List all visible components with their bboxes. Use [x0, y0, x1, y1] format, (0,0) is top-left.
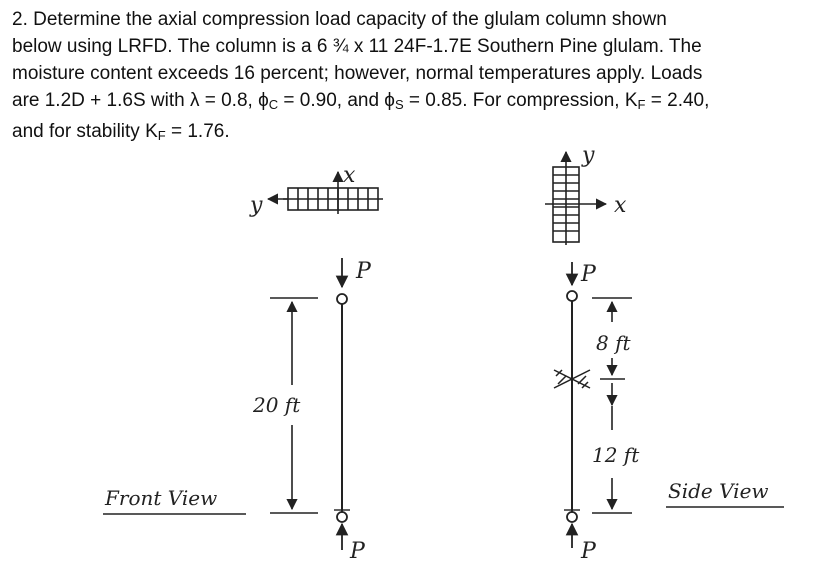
side-view-caption: Side View: [668, 479, 769, 503]
problem-line-3: moisture content exceeds 16 percent; however, normal temperatures apply. Loads: [12, 63, 703, 84]
front-cross-section-icon: [268, 172, 383, 214]
problem-line-1: 2. Determine the axial compression load capacity of the glulam column shown: [12, 9, 667, 30]
side-dimension-upper-label: 8 ft: [596, 331, 631, 355]
side-dimension-lower-label: 12 ft: [592, 443, 640, 467]
side-bottom-pin: [567, 512, 577, 522]
problem-line-5: and for stability $K_F = 1.76$.: [12, 121, 230, 143]
front-axis-y-label: y: [250, 193, 263, 218]
side-load-bottom-label: P: [581, 539, 596, 564]
front-load-top-label: P: [356, 259, 371, 284]
front-axis-x-label: x: [343, 163, 356, 188]
front-bottom-pin: [337, 512, 347, 522]
front-top-pin: [337, 294, 347, 304]
problem-line-4: are 1.2D + 1.6S with λ = 0.8, $\phi_C = 0.90$, and $\phi_S = 0.85$. For compression, $K_F = 2.40$,: [12, 90, 710, 112]
front-view-caption: Front View: [105, 486, 218, 510]
side-brace-icon: [554, 370, 625, 388]
front-view: [103, 163, 383, 564]
front-load-bottom-label: P: [350, 539, 365, 564]
side-cross-section-icon: [545, 152, 606, 245]
side-top-pin: [567, 291, 577, 301]
side-axis-x-label: x: [614, 193, 627, 218]
side-view: [545, 143, 784, 564]
side-axis-y-label: y: [582, 143, 595, 168]
problem-line-2: below using LRFD. The column is a 6 ¾ x 11 24F-1.7E Southern Pine glulam. The: [12, 36, 702, 57]
front-dimension-label: 20 ft: [253, 393, 301, 417]
side-load-top-label: P: [581, 262, 596, 287]
